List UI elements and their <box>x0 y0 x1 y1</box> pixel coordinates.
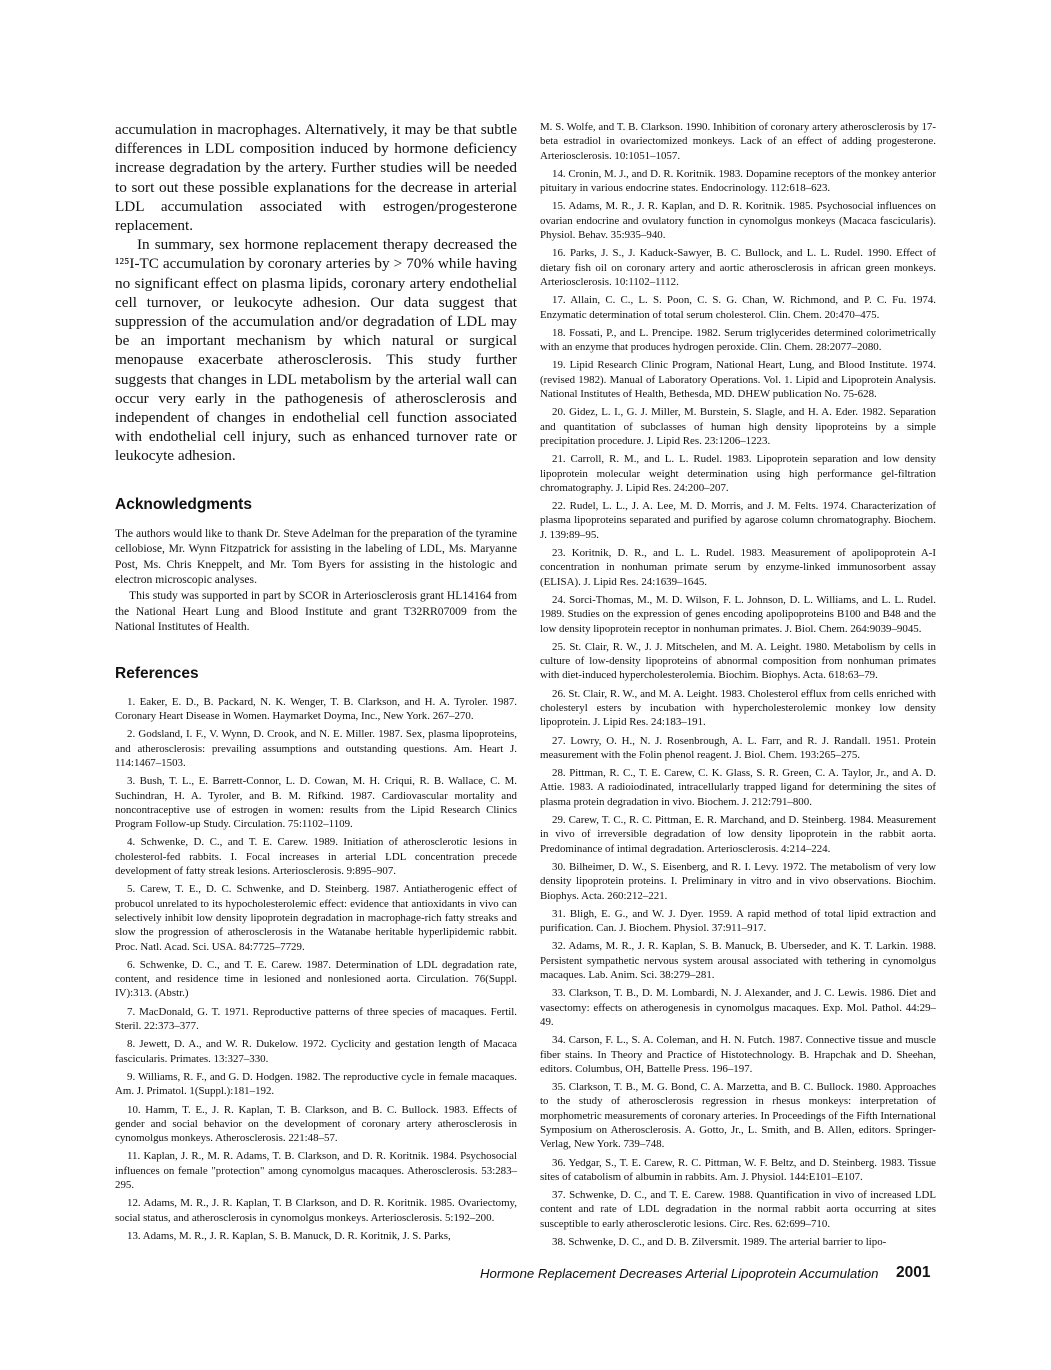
reference-item: 4. Schwenke, D. C., and T. E. Carew. 1989. Initiation of atherosclerotic lesions in cholesterol-fed rabbits. I. Focal increases in arterial LDL concentration precede development of fatty streak lesions. Arteriosclerosis. 9:895–907. <box>115 836 517 878</box>
reference-item: 18. Fossati, P., and L. Prencipe. 1982. Serum triglycerides determined colorimetrically with an enzyme that produces hydrogen peroxide. Clin. Chem. 28:2077–2080. <box>540 326 936 354</box>
reference-item: 22. Rudel, L. L., J. A. Lee, M. D. Morris, and J. M. Felts. 1974. Characterization of plasma lipoproteins separated and purified by agarose column chromatography. Biochem. J. 139:89–95. <box>540 500 936 541</box>
reference-item: 9. Williams, R. F., and G. D. Hodgen. 1982. The reproductive cycle in female macaques. Am. J. Primatol. 1(Suppl.):181–192. <box>115 1070 517 1098</box>
reference-item: 16. Parks, J. S., J. Kaduck-Sawyer, B. C. Bullock, and L. L. Rudel. 1990. Effect of dietary fish oil on coronary artery and aortic atherosclerosis in african green monkeys. Arteriosclerosis. 10:1102–1112. <box>540 247 936 288</box>
reference-item: 1. Eaker, E. D., B. Packard, N. K. Wenger, T. B. Clarkson, and H. A. Tyroler. 1987. Coronary Heart Disease in Women. Haymarket Doyma, Inc., New York. 267–270. <box>115 695 517 723</box>
acknowledgments-heading: Acknowledgments <box>115 495 252 513</box>
reference-item: 13. Adams, M. R., J. R. Kaplan, S. B. Manuck, D. R. Koritnik, J. S. Parks, <box>127 1229 451 1242</box>
funding-paragraph: This study was supported in part by SCOR in Arteriosclerosis grant HL14164 from the National Heart Lung and Blood Institute and grant T32RR07009 from the National Institutes of Health. <box>115 589 517 634</box>
reference-item: 5. Carew, T. E., D. C. Schwenke, and D. Steinberg. 1987. Antiatherogenic effect of probucol unrelated to its hypocholesterolemic effect: evidence that antioxidants in vivo can selectively inhibit low density lipoprotein degradation in macrophage-rich fatty streaks and slow the progression of atherosclerosis in the Watanabe heritable hyperlipidemic rabbit. Proc. Natl. Acad. Sci. USA. 84:7725–7729. <box>115 883 517 953</box>
reference-item: 29. Carew, T. C., R. C. Pittman, E. R. Marchand, and D. Steinberg. 1984. Measurement in vivo of irreversible degradation of low density lipoprotein in the rabbit aorta. Predominance of intimal degradation. Arteriosclerosis. 4:214–224. <box>540 814 936 855</box>
reference-item: 21. Carroll, R. M., and L. L. Rudel. 1983. Lipoprotein separation and low density lipoprotein molecular weight determination using high performance gel-filtration chromatography. J. Lipid Res. 24:200–207. <box>540 453 936 494</box>
reference-item: 38. Schwenke, D. C., and D. B. Zilversmit. 1989. The arterial barrier to lipo- <box>552 1236 887 1249</box>
reference-item: 33. Clarkson, T. B., D. M. Lombardi, N. J. Alexander, and J. C. Lewis. 1986. Diet and vasectomy: effects on atherogenesis in cynomolgus macaques. Exp. Mol. Pathol. 44:29–49. <box>540 987 936 1028</box>
reference-item: 20. Gidez, L. I., G. J. Miller, M. Burstein, S. Slagle, and H. A. Eder. 1982. Separation and quantitation of subclasses of human high density lipoproteins by a simple precipitation procedure. J. Lipid Res. 23:1206–1223. <box>540 406 936 447</box>
reference-item: 37. Schwenke, D. C., and T. E. Carew. 1988. Quantification in vivo of increased LDL content and rate of LDL degradation in the normal rabbit aorta occurring at sites susceptible to early atherosclerotic lesions. Circ. Res. 62:699–710. <box>540 1189 936 1230</box>
reference-item: 23. Koritnik, D. R., and L. L. Rudel. 1983. Measurement of apolipoprotein A-I concentration in nonhuman primate serum by enzyme-linked immunosorbent assay (ELISA). J. Lipid Res. 24:1639–1645. <box>540 547 936 588</box>
reference-item: 17. Allain, C. C., L. S. Poon, C. S. G. Chan, W. Richmond, and P. C. Fu. 1974. Enzymatic determination of total serum cholesterol. Clin. Chem. 20:470–475. <box>540 294 936 321</box>
acknowledgments-paragraph: The authors would like to thank Dr. Steve Adelman for the preparation of the tyramine cellobiose, Mr. Wynn Fitzpatrick for assisting in the labeling of LDL, Ms. Maryanne Post, Ms. Chris Kneppelt, and Mr. Tom Byers for assisting in the histologic and electron microscopic analyses. <box>115 526 517 587</box>
reference-item: 27. Lowry, O. H., N. J. Rosenbrough, A. L. Farr, and R. J. Randall. 1951. Protein measurement with the Folin phenol reagent. J. Biol. Chem. 193:265–275. <box>540 734 936 761</box>
reference-item: 8. Jewett, D. A., and W. R. Dukelow. 1972. Cyclicity and gestation length of Macaca fascicularis. Primates. 13:327–330. <box>115 1038 517 1065</box>
reference-item: 15. Adams, M. R., J. R. Kaplan, and D. R. Koritnik. 1985. Psychosocial influences on ovarian endocrine and ovulatory function in cynomolgus monkeys (Macaca fascicularis). Physiol. Behav. 35:935–940. <box>540 200 936 242</box>
reference-item: 19. Lipid Research Clinic Program, National Heart, Lung, and Blood Institute. 1974. (revised 1982). Manual of Laboratory Operations. Vol. 1. Lipid and Lipoprotein Analysis. National Institutes of Health, Bethesda, MD. DHEW publication No. 75-628. <box>540 359 936 401</box>
reference-item: 3. Bush, T. L., E. Barrett-Connor, L. D. Cowan, M. H. Criqui, R. B. Wallace, C. M. Suchindran, H. A. Tyroler, and B. M. Rifkind. 1987. Cardiovascular mortality and noncontraceptive use of estrogen in women: results from the Lipid Research Clinics Program Follow-up Study. Circulation. 75:1102–1109. <box>115 775 517 831</box>
reference-item: 14. Cronin, M. J., and D. R. Koritnik. 1983. Dopamine receptors of the monkey anterior pituitary in various endocrine states. Endocrinology. 112:618–623. <box>540 167 936 195</box>
reference-item: 6. Schwenke, D. C., and T. E. Carew. 1987. Determination of LDL degradation rate, content, and residence time in lesioned and nonlesioned aorta. Circulation. 76(Suppl. IV):313. (Abstr.) <box>115 958 517 1000</box>
reference-item: 2. Godsland, I. F., V. Wynn, D. Crook, and N. E. Miller. 1987. Sex, plasma lipoproteins, and atherosclerosis: prevailing assumptions and outstanding questions. Am. Heart J. 114:1467–1503. <box>115 728 517 769</box>
left-column <box>115 120 517 1247</box>
reference-item: 31. Bligh, E. G., and W. J. Dyer. 1959. A rapid method of total lipid extraction and purification. Can. J. Biochem. Physiol. 37:911–917. <box>540 907 936 935</box>
reference-item: 34. Carson, F. L., S. A. Coleman, and H. N. Futch. 1987. Connective tissue and muscle fiber stains. In Theory and Practice of Histotechnology. B. Hrapchak and D. Sheehan, editors. Columbus, OH, Battelle Press. 196–197. <box>540 1034 936 1075</box>
reference-item: M. S. Wolfe, and T. B. Clarkson. 1990. Inhibition of coronary artery atherosclerosis by 17-beta estradiol in ovariectomized monkeys. Lack of an effect of adding progesterone. Arteriosclerosis. 10:1051–1057. <box>540 121 936 162</box>
reference-item: 12. Adams, M. R., J. R. Kaplan, T. B Clarkson, and D. R. Koritnik. 1985. Ovariectomy, social status, and atherosclerosis in cynomolgus monkeys. Arteriosclerosis. 5:192–200. <box>115 1197 517 1224</box>
reference-item: 10. Hamm, T. E., J. R. Kaplan, T. B. Clarkson, and B. C. Bullock. 1983. Effects of gender and social behavior on the development of coronary artery atherosclerosis in cynomolgus monkeys. Atherosclerosis. 221:48–57. <box>115 1103 517 1145</box>
reference-item: 30. Bilheimer, D. W., S. Eisenberg, and R. I. Levy. 1972. The metabolism of very low density lipoprotein proteins. I. Preliminary in vitro and in vivo observations. Biochim. Biophys. Acta. 260:212–221. <box>540 860 936 902</box>
reference-item: 26. St. Clair, R. W., and M. A. Leight. 1983. Cholesterol efflux from cells enriched with cholesteryl esters by incubation with hypercholesterolemic monkey low density lipoprotein. J. Lipid Res. 24:183–191. <box>540 687 936 729</box>
references-heading: References <box>115 664 199 682</box>
summary-paragraph: In summary, sex hormone replacement therapy decreased the ¹²⁵I-TC accumulation by coronary arteries by > 70% while having no significant effect on plasma lipids, coronary artery endothelial cell turnover, or leukocyte adhesion. Our data suggest that suppression of the accumulation and/or degradation of LDL may be an important mechanism by which natural or surgical menopause exacerbate atherosclerosis. This study further suggests that changes in LDL metabolism by the arterial wall can occur very early in the pathogenesis of atherosclerosis and independent of changes in endothelial cell function associated with endothelial cell injury, such as enhanced turnover rate or leukocyte adhesion. <box>115 236 517 465</box>
reference-item: 28. Pittman, R. C., T. E. Carew, C. K. Glass, S. R. Green, C. A. Taylor, Jr., and A. D. Attie. 1983. A radioiodinated, intracellularly trapped ligand for determining the sites of plasma protein degradation in vivo. Biochem. J. 212:791–800. <box>540 767 936 808</box>
body-paragraph: accumulation in macrophages. Alternatively, it may be that subtle differences in LDL composition induced by hormone deficiency increase degradation by the artery. Further studies will be needed to sort out these possible explanations for the decrease in arterial LDL accumulation associated with estrogen/progesterone replacement. <box>115 121 517 235</box>
reference-list-continued <box>540 120 936 1249</box>
reference-item: 25. St. Clair, R. W., J. J. Mitschelen, and M. A. Leight. 1980. Metabolism by cells in culture of low-density lipoproteins of abnormal composition from nonhuman primates with diet-induced hypercholesterolemia. Biochim. Biophys. Acta. 618:63–79. <box>540 640 936 682</box>
reference-item: 24. Sorci-Thomas, M., M. D. Wilson, F. L. Johnson, D. L. Williams, and L. L. Rudel. 1989. Studies on the expression of genes encoding apolipoproteins B100 and B48 and the low density lipoprotein receptor in nonhuman primates. J. Biol. Chem. 264:9039–9045. <box>540 593 936 635</box>
reference-item: 36. Yedgar, S., T. E. Carew, R. C. Pittman, W. F. Beltz, and D. Steinberg. 1983. Tissue sites of catabolism of albumin in rabbits. Am. J. Physiol. 144:E101–E107. <box>540 1156 936 1183</box>
reference-item: 35. Clarkson, T. B., M. G. Bond, C. A. Marzetta, and B. C. Bullock. 1980. Approaches to the study of atherosclerosis regression in rhesus monkeys: interpretation of morphometric measurements of coronary arteries. In Proceedings of the Fifth International Symposium on Atherosclerosis. A. Gotto, Jr., L. Smith, and B. Allen, editors. Springer-Verlag, New York. 739–748. <box>540 1081 936 1151</box>
reference-item: 11. Kaplan, J. R., M. R. Adams, T. B. Clarkson, and D. R. Koritnik. 1984. Psychosocial influences on female "protection" among cynomolgus macaques. Atherosclerosis. 53:283–295. <box>115 1150 517 1192</box>
reference-item: 7. MacDonald, G. T. 1971. Reproductive patterns of three species of macaques. Fertil. Steril. 22:373–377. <box>115 1005 517 1033</box>
running-title: Hormone Replacement Decreases Arterial Lipoprotein Accumulation <box>480 1266 879 1281</box>
reference-list <box>115 695 517 1243</box>
right-column <box>540 120 936 1253</box>
page-number: 2001 <box>896 1264 931 1281</box>
reference-item: 32. Adams, M. R., J. R. Kaplan, S. B. Manuck, B. Uberseder, and K. T. Larkin. 1988. Persistent sympathetic nervous system arousal associated with tethering in cynomolgus macaques. Lab. Anim. Sci. 38:279–281. <box>540 940 936 982</box>
